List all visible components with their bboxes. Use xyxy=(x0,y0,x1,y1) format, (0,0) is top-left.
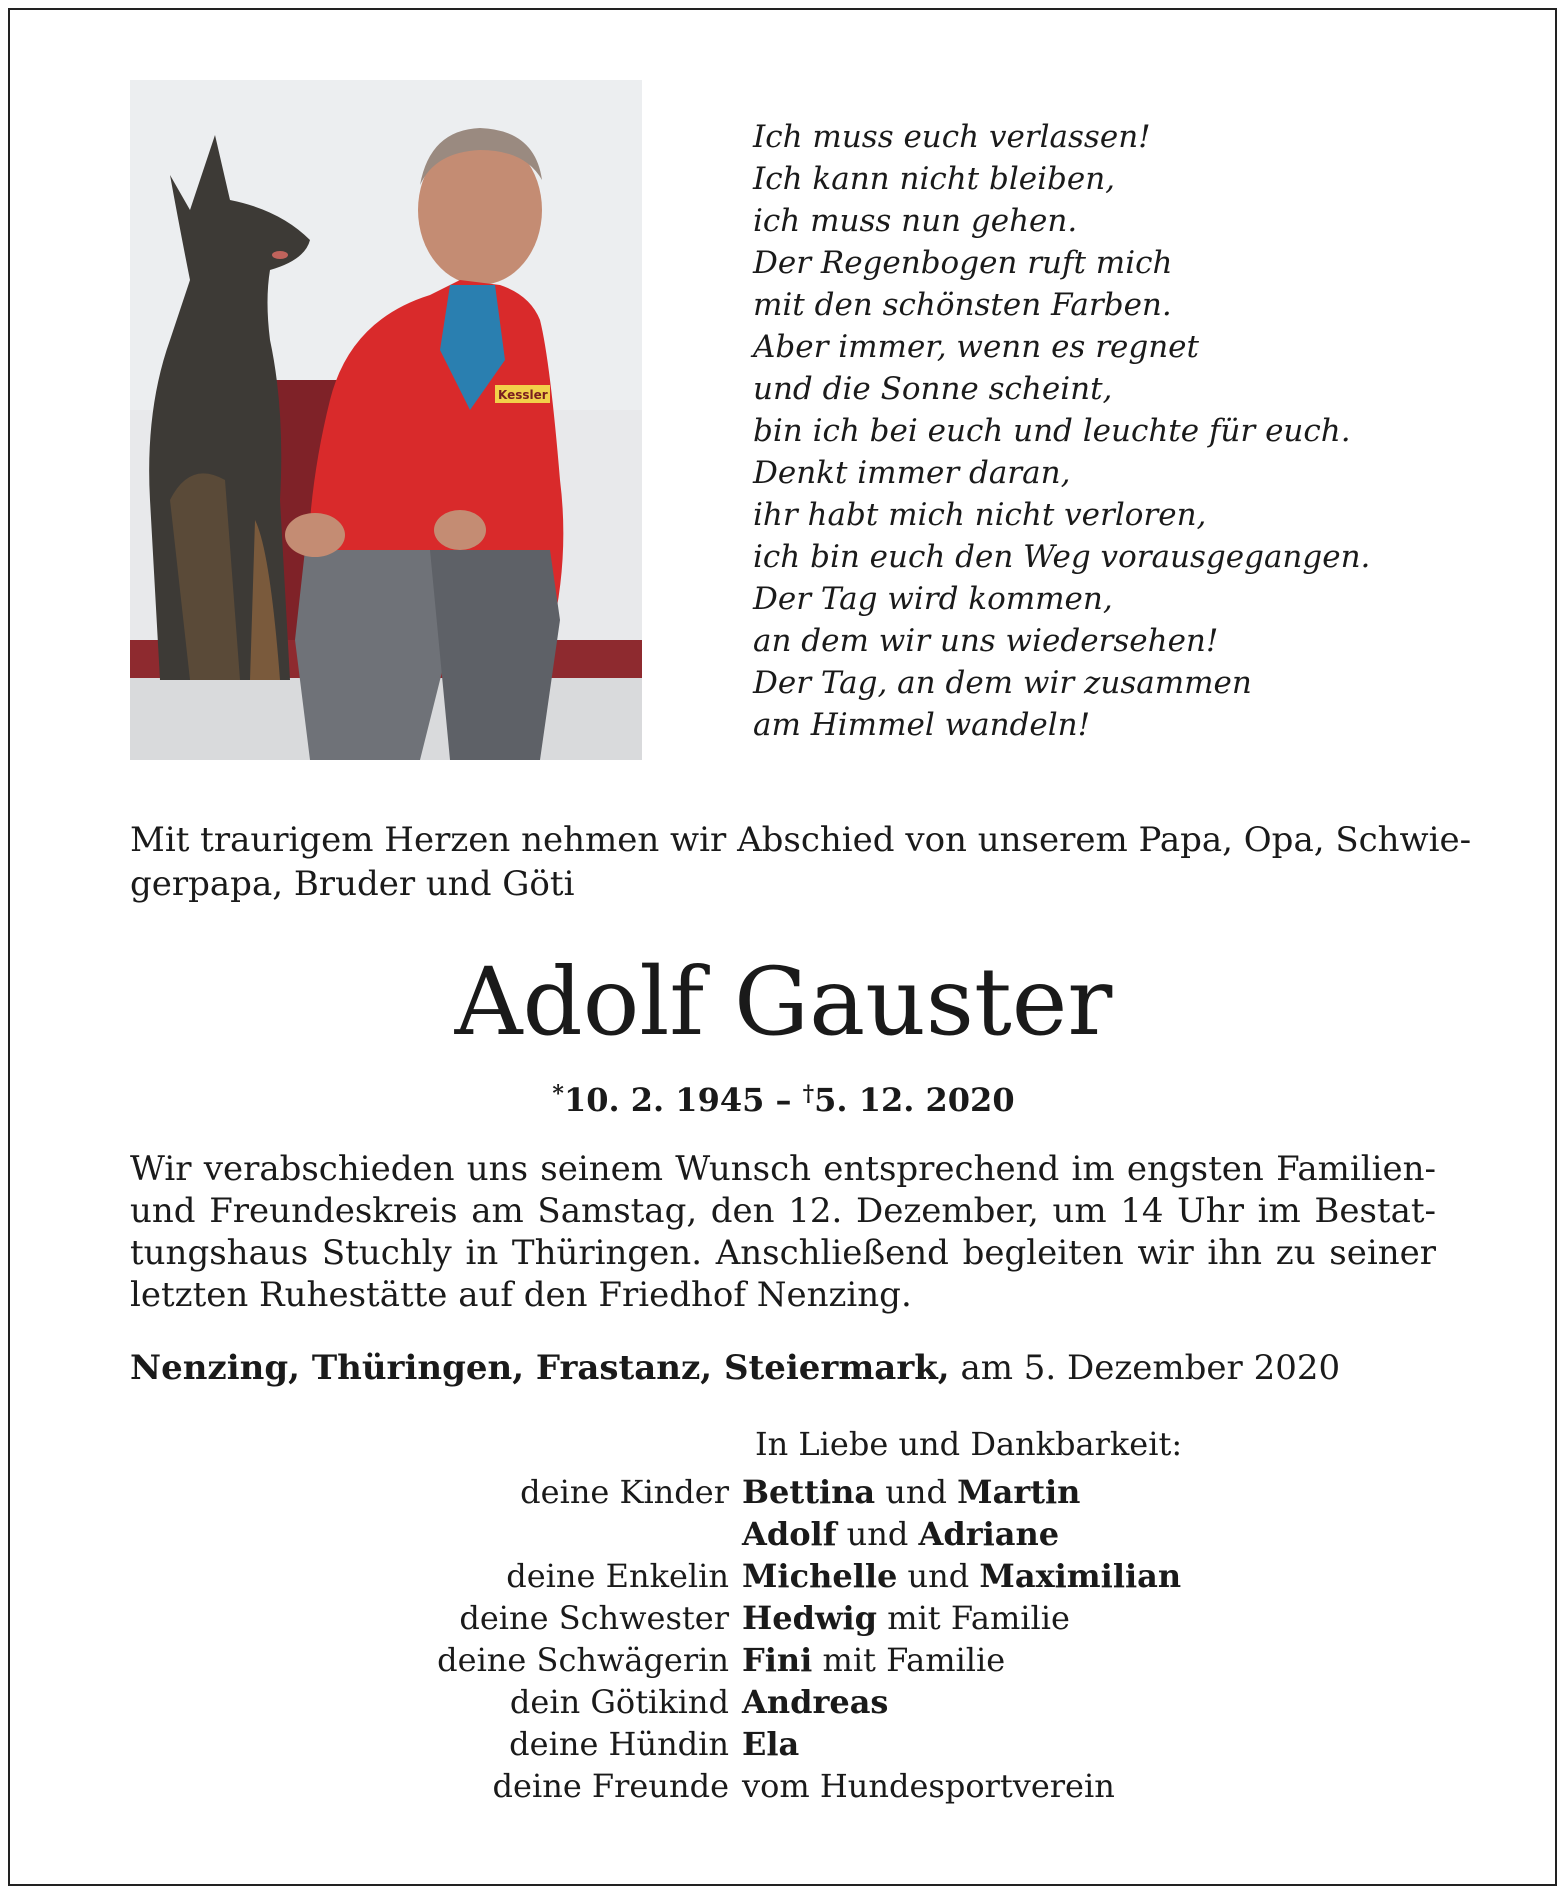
relation: deine Enkelin xyxy=(506,1557,729,1595)
family-row xyxy=(300,1639,1400,1681)
intro-line: gerpapa, Bruder und Göti xyxy=(130,864,575,904)
jacket-logo: Kessler xyxy=(498,388,548,402)
family-name: Michelle xyxy=(742,1557,898,1595)
poem-line: am Himmel wandeln! xyxy=(753,707,1091,743)
body-line: letzten Ruhestätte auf den Friedhof Nenzing. xyxy=(130,1275,912,1315)
family-name: Adolf xyxy=(742,1515,837,1553)
intro-text xyxy=(130,818,1472,906)
poem-line: Der Tag, an dem wir zusammen xyxy=(753,665,1252,701)
place-date-line xyxy=(130,1346,1460,1390)
poem-line: ich muss nun gehen. xyxy=(753,203,1078,239)
family-name: Martin xyxy=(957,1473,1081,1511)
poem-line: Der Regenbogen ruft mich xyxy=(753,245,1173,281)
death-symbol: † xyxy=(802,1081,815,1107)
family-row xyxy=(300,1597,1400,1639)
joiner: und xyxy=(875,1473,958,1511)
family-list xyxy=(300,1471,1400,1807)
poem-line: Denkt immer daran, xyxy=(753,455,1071,491)
body-line: Wir verabschieden uns seinem Wunsch entsprechend im engsten Familien- xyxy=(130,1149,1436,1189)
joiner: und xyxy=(897,1557,980,1595)
poem-line: ihr habt mich nicht verloren, xyxy=(753,497,1207,533)
poem-line: bin ich bei euch und leuchte für euch. xyxy=(753,413,1351,449)
family-row xyxy=(300,1723,1400,1765)
portrait-illustration xyxy=(130,80,642,760)
poem xyxy=(753,116,1473,746)
portrait-photo xyxy=(130,80,642,760)
date-separator: – xyxy=(764,1081,803,1119)
family-row xyxy=(300,1471,1400,1513)
deceased-name: Adolf Gauster xyxy=(454,948,1113,1057)
relation: deine Schwägerin xyxy=(437,1641,729,1679)
notice-date: am 5. Dezember 2020 xyxy=(949,1348,1341,1388)
signoff: In Liebe und Dankbarkeit: xyxy=(755,1425,1183,1463)
family-row xyxy=(300,1555,1400,1597)
relation: dein Götikind xyxy=(509,1683,729,1721)
relation: deine Freunde xyxy=(492,1767,729,1805)
death-date: 5. 12. 2020 xyxy=(814,1081,1015,1119)
family-name: Andreas xyxy=(742,1683,889,1721)
relation xyxy=(300,1513,742,1555)
family-row xyxy=(300,1513,1400,1555)
poem-line: Ich muss euch verlassen! xyxy=(753,119,1151,155)
relation: deine Kinder xyxy=(520,1473,729,1511)
family-row xyxy=(300,1681,1400,1723)
poem-line: an dem wir uns wiedersehen! xyxy=(753,623,1219,659)
joiner: mit Familie xyxy=(812,1641,1006,1679)
life-dates xyxy=(0,1074,1567,1120)
family-name: Adriane xyxy=(918,1515,1060,1553)
poem-line: mit den schönsten Farben. xyxy=(753,287,1172,323)
poem-line: Aber immer, wenn es regnet xyxy=(753,329,1199,365)
locations: Nenzing, Thüringen, Frastanz, Steiermark, xyxy=(130,1348,950,1388)
poem-line: und die Sonne scheint, xyxy=(753,371,1113,407)
relation: deine Schwester xyxy=(459,1599,729,1637)
family-name: Maximilian xyxy=(979,1557,1182,1595)
joiner: mit Familie xyxy=(877,1599,1070,1637)
family-name: Fini xyxy=(742,1641,813,1679)
joiner: vom Hundesportverein xyxy=(742,1767,1115,1805)
poem-line: Der Tag wird kommen, xyxy=(753,581,1113,617)
family-name: Ela xyxy=(742,1725,800,1763)
family-name: Bettina xyxy=(742,1473,876,1511)
relation: deine Hündin xyxy=(509,1725,729,1763)
body-line: tungshaus Stuchly in Thüringen. Anschließend begleiten wir ihn zu seiner xyxy=(130,1233,1436,1273)
poem-line: Ich kann nicht bleiben, xyxy=(753,161,1116,197)
funeral-details xyxy=(130,1148,1436,1316)
family-name: Hedwig xyxy=(742,1599,878,1637)
birth-symbol: * xyxy=(552,1081,564,1107)
birth-date: 10. 2. 1945 xyxy=(563,1081,765,1119)
joiner: und xyxy=(836,1515,919,1553)
intro-line: Mit traurigem Herzen nehmen wir Abschied von unserem Papa, Opa, Schwie- xyxy=(130,820,1472,860)
body-line: und Freundeskreis am Samstag, den 12. Dezember, um 14 Uhr im Bestat- xyxy=(130,1191,1436,1231)
poem-line: ich bin euch den Weg vorausgegangen. xyxy=(753,539,1371,575)
family-row xyxy=(300,1765,1400,1807)
